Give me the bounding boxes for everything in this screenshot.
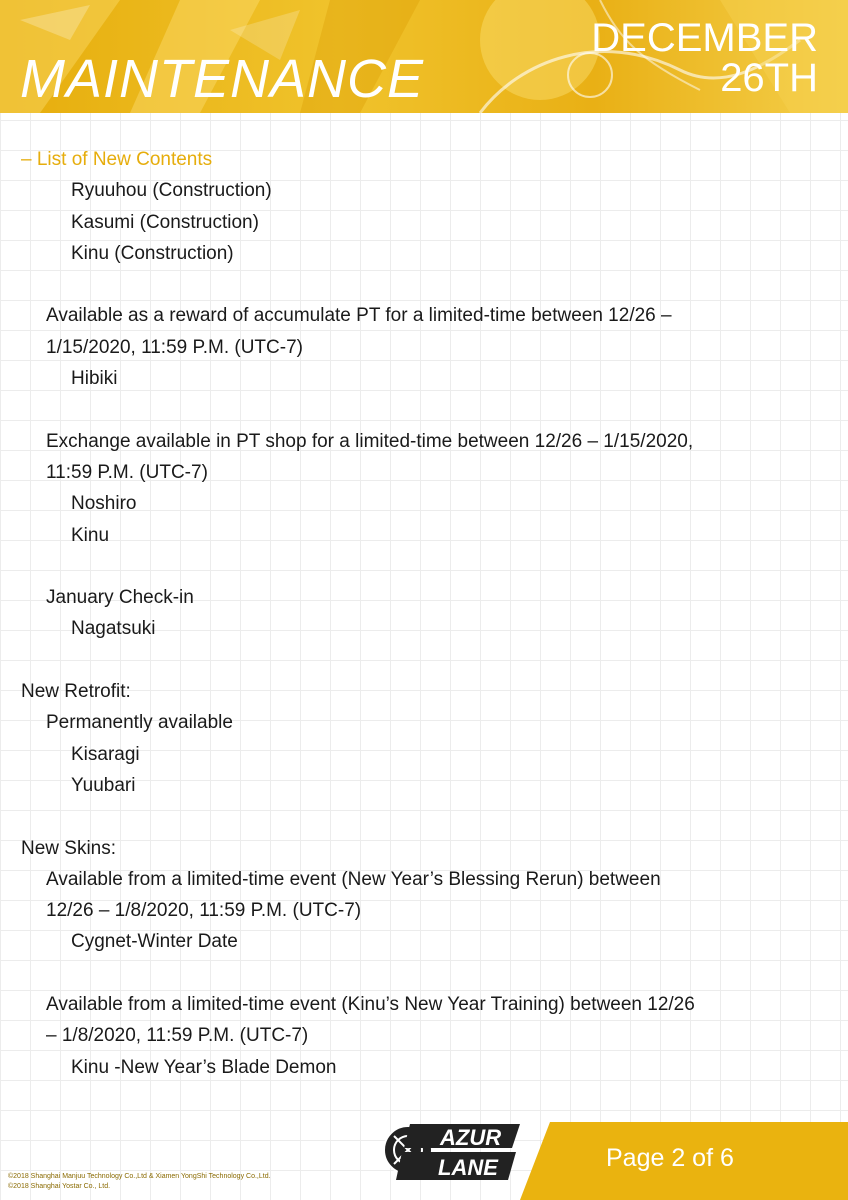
content-line: Kinu [71, 524, 110, 546]
copyright-notice [8, 1172, 368, 1192]
spacer [21, 269, 821, 300]
page-indicator: Page 2 of 6 [606, 1144, 734, 1172]
svg-text:AZUR: AZUR [440, 1125, 502, 1150]
content-line: Available from a limited-time event (New Year’s Blessing Rerun) between [46, 868, 661, 890]
content-line: – 1/8/2020, 11:59 P.M. (UTC-7) [46, 1025, 309, 1047]
header-date-day: 26TH [720, 56, 818, 100]
content-line: Kisaragi [71, 743, 140, 765]
content-line: Kinu -New Year’s Blade Demon [71, 1056, 337, 1078]
content-line: Available as a reward of accumulate PT for a limited-time between 12/26 – [46, 305, 672, 327]
content-line: Available from a limited-time event (Kinu’s New Year Training) between 12/26 [46, 994, 695, 1016]
content-line: Hibiki [71, 368, 118, 390]
content-line: Nagatsuki [71, 618, 156, 640]
content-line: New Skins: [21, 837, 117, 859]
spacer [21, 394, 821, 425]
content-line: Permanently available [46, 712, 233, 734]
content-line: Ryuuhou (Construction) [71, 180, 272, 202]
content-line: New Retrofit: [21, 681, 131, 703]
content-line: 11:59 P.M. (UTC-7) [46, 461, 208, 483]
content-line: January Check-in [46, 587, 194, 609]
svg-text:LANE: LANE [438, 1155, 498, 1180]
content-line: 12/26 – 1/8/2020, 11:59 P.M. (UTC-7) [46, 900, 362, 922]
header-title: MAINTENANCE [20, 49, 425, 109]
content-line: Kasumi (Construction) [71, 211, 259, 233]
section-heading: – List of New Contents [21, 149, 213, 170]
header-date-month: DECEMBER [591, 16, 818, 60]
spacer [21, 801, 821, 832]
content-line: Cygnet-Winter Date [71, 931, 238, 953]
content-line: Kinu (Construction) [71, 242, 234, 264]
content-line: Yuubari [71, 774, 136, 796]
copyright-line: ©2018 Shanghai Yostar Co., Ltd. [8, 1183, 111, 1190]
azur-lane-logo [380, 1118, 525, 1188]
content-line: Exchange available in PT shop for a limited-time between 12/26 – 1/15/2020, [46, 430, 694, 452]
notice-content [21, 144, 821, 1083]
header-banner [0, 0, 848, 113]
spacer [21, 645, 821, 676]
content-line: Noshiro [71, 493, 137, 515]
header-date [591, 18, 818, 98]
spacer [21, 551, 821, 582]
copyright-line: ©2018 Shanghai Manjuu Technology Co.,Ltd & Xiamen YongShi Technology Co.,Ltd. [8, 1173, 271, 1180]
spacer [21, 958, 821, 989]
content-line: 1/15/2020, 11:59 P.M. (UTC-7) [46, 336, 303, 358]
